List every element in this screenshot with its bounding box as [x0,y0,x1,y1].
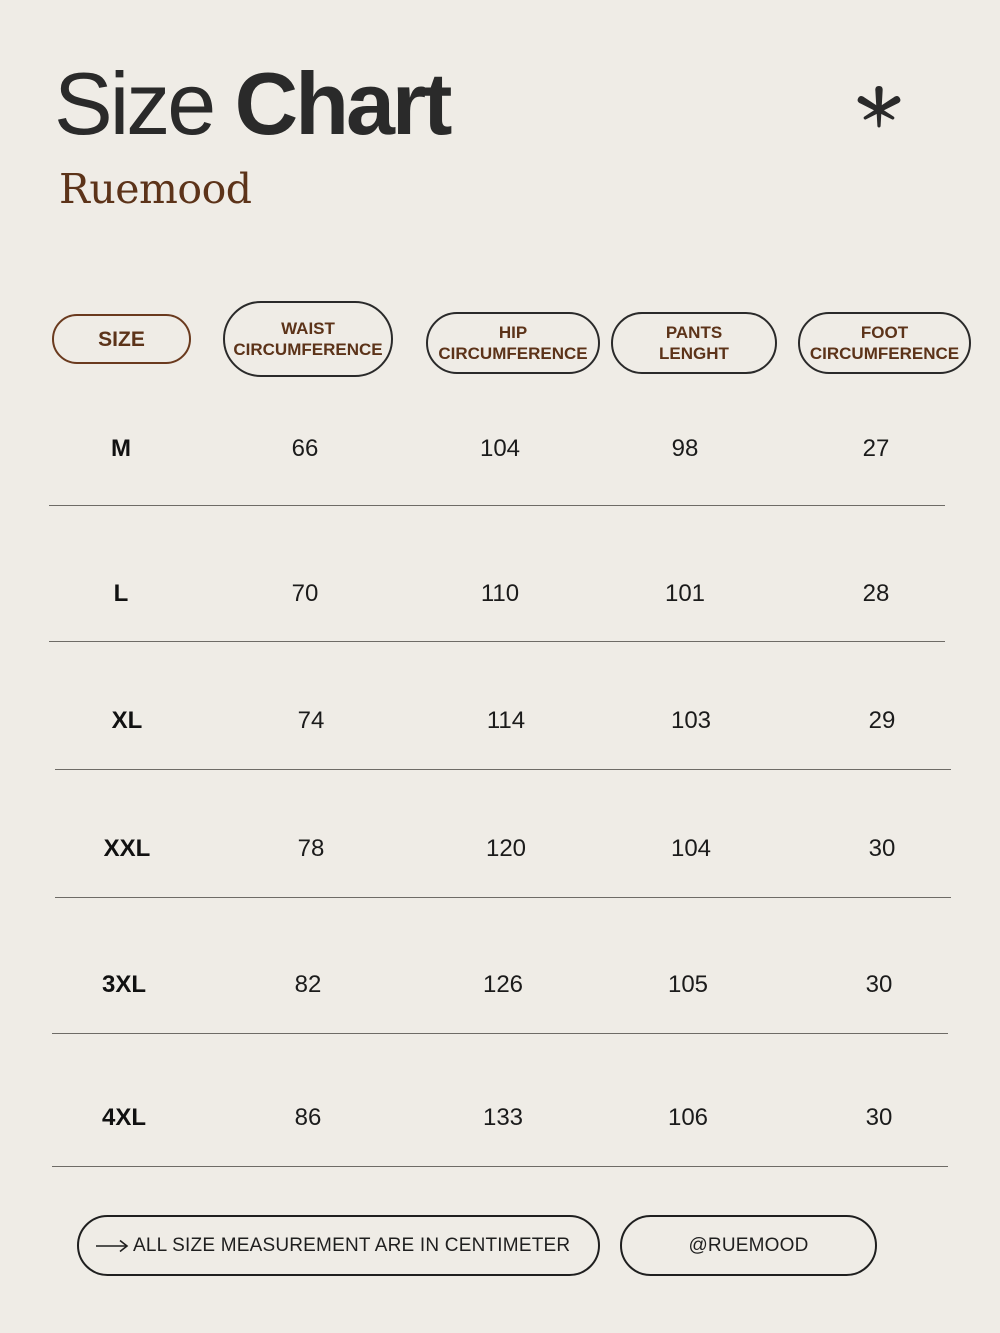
column-header-label: LENGHT [659,344,729,363]
cell-size: 4XL [101,1104,147,1131]
cell-size: XXL [103,835,151,862]
column-header-label: FOOT [860,323,909,342]
row-divider [49,641,945,642]
column-header-label: CIRCUMFERENCE [438,344,588,363]
cell-waist: 78 [297,835,325,862]
row-divider [55,897,951,898]
cell-foot: 30 [865,1104,893,1131]
cell-hip: 120 [485,835,527,862]
cell-hip: 126 [482,971,524,998]
row-divider [52,1033,948,1034]
asterisk-icon [851,82,907,138]
cell-hip: 114 [486,707,526,734]
column-header-label: WAIST [281,319,335,338]
cell-hip: 110 [480,580,520,607]
cell-pants: 105 [667,971,709,998]
social-handle [620,1215,877,1276]
cell-pants: 104 [670,835,712,862]
cell-pants: 106 [667,1104,709,1131]
measurement-note-text: ALL SIZE MEASUREMENT ARE IN CENTIMETER [133,1234,571,1256]
cell-foot: 27 [862,435,890,462]
cell-foot: 30 [868,835,896,862]
column-header-label: CIRCUMFERENCE [233,340,383,359]
title-light: Size [54,54,214,153]
brand-name: Ruemood [59,165,252,213]
cell-waist: 82 [294,971,322,998]
column-header-size [52,314,191,364]
row-divider [52,1166,948,1167]
cell-size: 3XL [101,971,147,998]
cell-pants: 103 [670,707,712,734]
column-header-label: HIP [498,323,528,342]
cell-size: L [113,580,129,607]
cell-foot: 29 [868,707,896,734]
column-header-pants-length [611,312,777,374]
arrow-right-icon [95,1239,129,1253]
column-header-label: SIZE [98,327,145,351]
title-bold: Chart [234,54,450,153]
row-divider [49,505,945,506]
measurement-note [77,1215,600,1276]
cell-size: XL [111,707,143,734]
column-header-label: PANTS [665,323,723,342]
social-handle-text: @RUEMOOD [688,1234,809,1256]
column-header-hip [426,312,600,374]
cell-foot: 30 [865,971,893,998]
column-header-foot [798,312,971,374]
cell-foot: 28 [862,580,890,607]
cell-hip: 104 [479,435,521,462]
column-header-label: CIRCUMFERENCE [809,344,960,363]
cell-pants: 98 [671,435,699,462]
cell-waist: 74 [297,707,325,734]
column-header-waist [223,301,393,377]
cell-waist: 66 [291,435,319,462]
cell-pants: 101 [664,580,706,607]
page-title [54,54,449,154]
row-divider [55,769,951,770]
cell-hip: 133 [482,1104,524,1131]
cell-waist: 86 [294,1104,322,1131]
cell-waist: 70 [291,580,319,607]
cell-size: M [111,435,131,462]
